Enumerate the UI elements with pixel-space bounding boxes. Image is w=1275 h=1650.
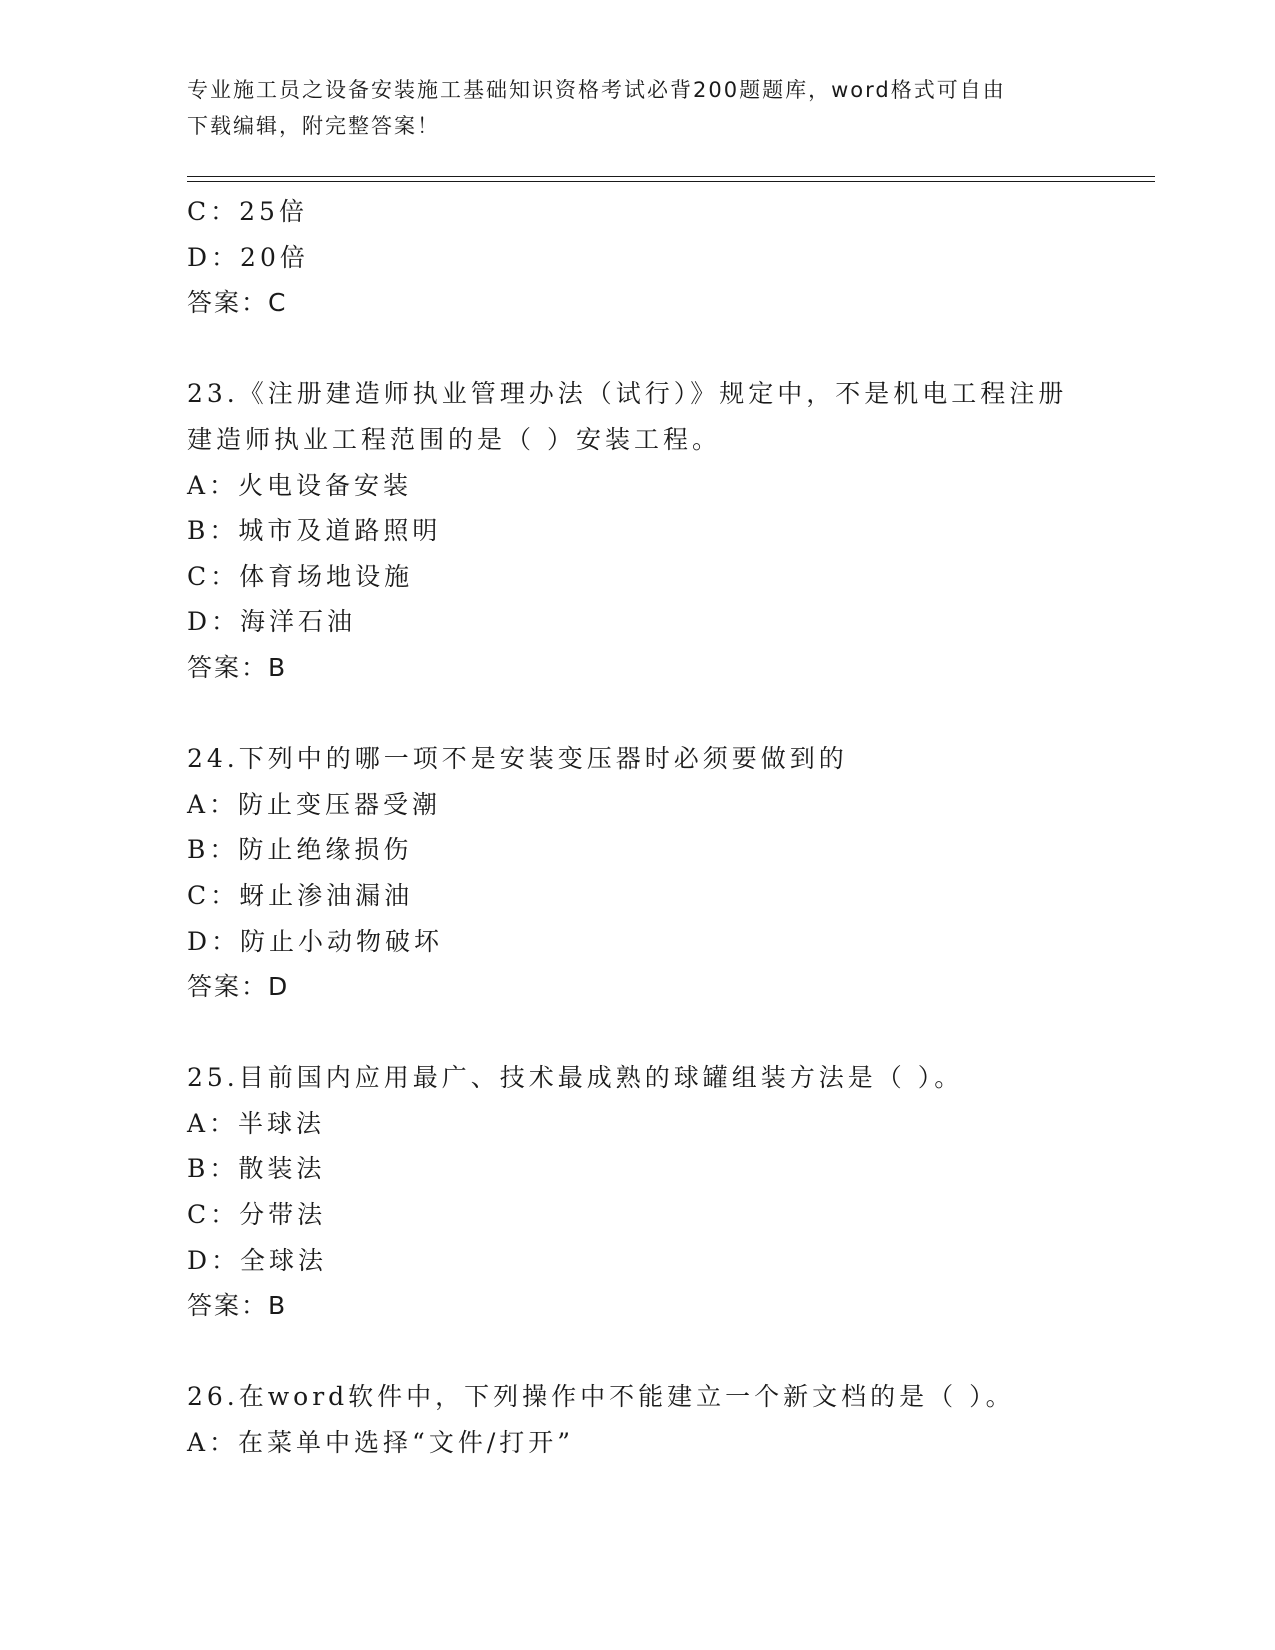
q24-option-d: D：防止小动物破坏 [187, 926, 444, 956]
q23-option-a: A：火电设备安装 [187, 470, 413, 500]
q23-stem-line-1: 23.《注册建造师执业管理办法（试行）》规定中，不是机电工程注册 [187, 379, 1068, 409]
q22-option-d: D：20倍 [187, 242, 309, 272]
spacer [187, 691, 1155, 737]
q22-answer: 答案：C [187, 288, 288, 318]
spacer [187, 326, 1155, 372]
q25-option-d: D：全球法 [187, 1245, 328, 1275]
q24-option-b: B：防止绝缘损伤 [187, 835, 413, 865]
header-divider-top [187, 176, 1155, 177]
q25-answer: 答案：B [187, 1291, 288, 1321]
header-title-line-1: 专业施工员之设备安装施工基础知识资格考试必背200题题库，word格式可自由 [187, 78, 1006, 102]
question-list [187, 189, 1155, 1466]
q24-answer: 答案：D [187, 972, 290, 1002]
q23-option-c: C：体育场地设施 [187, 561, 414, 591]
spacer [187, 1329, 1155, 1375]
q23-stem-line-2: 建造师执业工程范围的是（ ）安装工程。 [187, 424, 721, 454]
q23-option-d: D：海洋石油 [187, 607, 357, 637]
q23-option-b: B：城市及道路照明 [187, 516, 442, 546]
document-header [187, 72, 1087, 144]
q24-option-a: A：防止变压器受潮 [187, 789, 442, 819]
q24-option-c: C：蚜止渗油漏油 [187, 880, 414, 910]
q22-option-c: C：25倍 [187, 197, 308, 226]
q26-stem: 26.在word软件中，下列操作中不能建立一个新文档的是（ ）。 [187, 1382, 1015, 1412]
q25-option-c: C：分带法 [187, 1200, 327, 1230]
q24-stem: 24.下列中的哪一项不是安装变压器时必须要做到的 [187, 744, 848, 774]
spacer [187, 1010, 1155, 1056]
header-title-line-2: 下载编辑，附完整答案！ [187, 114, 440, 138]
q25-option-a: A：半球法 [187, 1108, 326, 1138]
q25-stem: 25.目前国内应用最广、技术最成熟的球罐组装方法是（ ）。 [187, 1063, 964, 1093]
q23-answer: 答案：B [187, 652, 288, 682]
header-divider-bottom [187, 181, 1155, 182]
q26-option-a: A：在菜单中选择“文件/打开” [187, 1428, 575, 1458]
q25-option-b: B：散装法 [187, 1154, 326, 1184]
